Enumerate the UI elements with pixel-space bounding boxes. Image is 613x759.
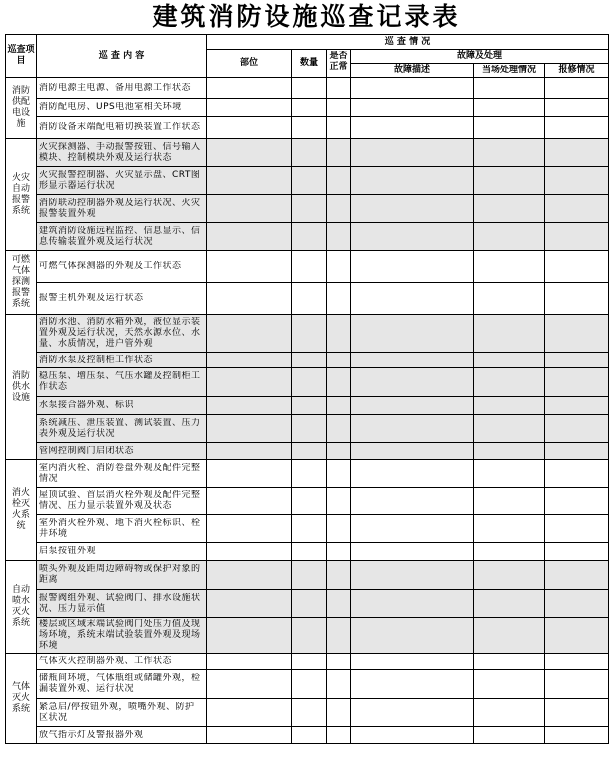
onsite-cell[interactable] <box>474 195 545 223</box>
report-cell[interactable] <box>545 670 609 699</box>
normal-cell[interactable] <box>327 670 351 699</box>
normal-cell[interactable] <box>327 251 351 283</box>
report-cell[interactable] <box>545 251 609 283</box>
onsite-cell[interactable] <box>474 368 545 397</box>
normal-cell[interactable] <box>327 460 351 488</box>
header-quantity: 数量 <box>292 50 327 78</box>
header-fault-group: 故障及处理 <box>351 50 609 64</box>
inspection-item: 储瓶间环境，气体瓶组或储罐外观，检漏装置外观、运行状况 <box>37 670 207 699</box>
inspection-item: 管网控制阀门启闭状态 <box>37 443 207 460</box>
location-cell[interactable] <box>207 283 292 315</box>
normal-cell[interactable] <box>327 590 351 618</box>
fault-desc-cell[interactable] <box>351 460 474 488</box>
onsite-cell[interactable] <box>474 415 545 443</box>
inspection-item: 室内消火栓、消防卷盘外观及配件完整情况 <box>37 460 207 488</box>
normal-cell[interactable] <box>327 727 351 744</box>
fault-desc-cell[interactable] <box>351 727 474 744</box>
fault-desc-cell[interactable] <box>351 167 474 195</box>
fault-desc-cell[interactable] <box>351 415 474 443</box>
report-cell[interactable] <box>545 283 609 315</box>
quantity-cell[interactable] <box>292 415 327 443</box>
location-cell[interactable] <box>207 654 292 670</box>
normal-cell[interactable] <box>327 397 351 415</box>
inspection-item: 消防水泵及控制柜工作状态 <box>37 353 207 368</box>
header-content: 巡 查 内 容 <box>37 35 207 78</box>
fault-desc-cell[interactable] <box>351 618 474 654</box>
quantity-cell[interactable] <box>292 223 327 251</box>
normal-cell[interactable] <box>327 368 351 397</box>
page-title: 建筑消防设施巡查记录表 <box>152 2 461 31</box>
report-cell[interactable] <box>545 618 609 654</box>
report-cell[interactable] <box>545 515 609 543</box>
fault-desc-cell[interactable] <box>351 78 474 99</box>
report-cell[interactable] <box>545 415 609 443</box>
quantity-cell[interactable] <box>292 139 327 167</box>
inspection-item: 屋顶试验、首层消火栓外观及配件完整情况、压力显示装置外观及状态 <box>37 488 207 515</box>
fault-desc-cell[interactable] <box>351 699 474 727</box>
location-cell[interactable] <box>207 618 292 654</box>
inspection-item: 稳压泵、增压泵、气压水罐及控制柜工作状态 <box>37 368 207 397</box>
section-category: 消防供配电设施 <box>6 78 37 139</box>
report-cell[interactable] <box>545 139 609 167</box>
quantity-cell[interactable] <box>292 515 327 543</box>
onsite-cell[interactable] <box>474 460 545 488</box>
onsite-cell[interactable] <box>474 488 545 515</box>
location-cell[interactable] <box>207 443 292 460</box>
onsite-cell[interactable] <box>474 139 545 167</box>
quantity-cell[interactable] <box>292 590 327 618</box>
onsite-cell[interactable] <box>474 561 545 590</box>
inspection-item: 消防联动控制器外观及运行状况、火灾报警装置外观 <box>37 195 207 223</box>
inspection-item: 室外消火栓外观、地下消火栓标识、栓井环境 <box>37 515 207 543</box>
report-cell[interactable] <box>545 488 609 515</box>
onsite-cell[interactable] <box>474 167 545 195</box>
location-cell[interactable] <box>207 99 292 117</box>
quantity-cell[interactable] <box>292 78 327 99</box>
quantity-cell[interactable] <box>292 283 327 315</box>
fault-desc-cell[interactable] <box>351 283 474 315</box>
fault-desc-cell[interactable] <box>351 397 474 415</box>
section-category: 消防供水设施 <box>6 315 37 460</box>
fault-desc-cell[interactable] <box>351 99 474 117</box>
quantity-cell[interactable] <box>292 99 327 117</box>
report-cell[interactable] <box>545 195 609 223</box>
inspection-item: 楼层或区域末端试验阀门处压力值及现场环境，系统末端试验装置外观及现场环境 <box>37 618 207 654</box>
location-cell[interactable] <box>207 167 292 195</box>
normal-cell[interactable] <box>327 78 351 99</box>
normal-cell[interactable] <box>327 515 351 543</box>
report-cell[interactable] <box>545 99 609 117</box>
normal-cell[interactable] <box>327 283 351 315</box>
normal-cell[interactable] <box>327 699 351 727</box>
onsite-cell[interactable] <box>474 283 545 315</box>
quantity-cell[interactable] <box>292 460 327 488</box>
section-category: 自动喷水灭火系统 <box>6 561 37 654</box>
normal-cell[interactable] <box>327 99 351 117</box>
onsite-cell[interactable] <box>474 515 545 543</box>
fault-desc-cell[interactable] <box>351 443 474 460</box>
onsite-cell[interactable] <box>474 223 545 251</box>
location-cell[interactable] <box>207 78 292 99</box>
report-cell[interactable] <box>545 167 609 195</box>
location-cell[interactable] <box>207 727 292 744</box>
inspection-item: 火灾报警控制器、火灾显示盘、CRT图形显示器运行状况 <box>37 167 207 195</box>
quantity-cell[interactable] <box>292 670 327 699</box>
header-onsite: 当场处理情况 <box>474 64 545 78</box>
inspection-item: 消防水池、消防水箱外观，液位显示装置外观及运行状况，天然水源水位、水量、水质情况，进户管外观 <box>37 315 207 353</box>
report-cell[interactable] <box>545 561 609 590</box>
fault-desc-cell[interactable] <box>351 654 474 670</box>
inspection-table <box>5 34 609 744</box>
normal-cell[interactable] <box>327 488 351 515</box>
header-fault-desc: 故障描述 <box>351 64 474 78</box>
normal-cell[interactable] <box>327 223 351 251</box>
normal-cell[interactable] <box>327 415 351 443</box>
onsite-cell[interactable] <box>474 727 545 744</box>
fault-desc-cell[interactable] <box>351 590 474 618</box>
onsite-cell[interactable] <box>474 251 545 283</box>
fault-desc-cell[interactable] <box>351 368 474 397</box>
inspection-item: 紧急启/停按钮外观，喷嘴外观、防护区状况 <box>37 699 207 727</box>
header-location: 部位 <box>207 50 292 78</box>
header-category: 巡查项目 <box>6 35 37 78</box>
location-cell[interactable] <box>207 251 292 283</box>
report-cell[interactable] <box>545 353 609 368</box>
section-category: 可燃气体探测报警系统 <box>6 251 37 315</box>
inspection-item: 可燃气体探测器的外观及工作状态 <box>37 251 207 283</box>
section-category: 消火栓灭火系统 <box>6 460 37 561</box>
section-category: 火灾自动报警系统 <box>6 139 37 251</box>
onsite-cell[interactable] <box>474 117 545 139</box>
fault-desc-cell[interactable] <box>351 139 474 167</box>
report-cell[interactable] <box>545 460 609 488</box>
onsite-cell[interactable] <box>474 670 545 699</box>
location-cell[interactable] <box>207 561 292 590</box>
inspection-item: 消防电源主电源、备用电源工作状态 <box>37 78 207 99</box>
report-cell[interactable] <box>545 590 609 618</box>
location-cell[interactable] <box>207 488 292 515</box>
quantity-cell[interactable] <box>292 251 327 283</box>
onsite-cell[interactable] <box>474 590 545 618</box>
normal-cell[interactable] <box>327 139 351 167</box>
fault-desc-cell[interactable] <box>351 488 474 515</box>
onsite-cell[interactable] <box>474 315 545 353</box>
inspection-item: 消防设备末端配电箱切换装置工作状态 <box>37 117 207 139</box>
fault-desc-cell[interactable] <box>351 117 474 139</box>
quantity-cell[interactable] <box>292 561 327 590</box>
fault-desc-cell[interactable] <box>351 223 474 251</box>
quantity-cell[interactable] <box>292 353 327 368</box>
fault-desc-cell[interactable] <box>351 353 474 368</box>
report-cell[interactable] <box>545 368 609 397</box>
report-cell[interactable] <box>545 727 609 744</box>
report-cell[interactable] <box>545 543 609 561</box>
location-cell[interactable] <box>207 195 292 223</box>
normal-cell[interactable] <box>327 167 351 195</box>
location-cell[interactable] <box>207 368 292 397</box>
location-cell[interactable] <box>207 543 292 561</box>
header-status-group: 巡 查 情 况 <box>207 35 609 50</box>
location-cell[interactable] <box>207 117 292 139</box>
quantity-cell[interactable] <box>292 368 327 397</box>
fault-desc-cell[interactable] <box>351 515 474 543</box>
report-cell[interactable] <box>545 443 609 460</box>
report-cell[interactable] <box>545 315 609 353</box>
header-report: 报修情况 <box>545 64 609 78</box>
quantity-cell[interactable] <box>292 654 327 670</box>
onsite-cell[interactable] <box>474 654 545 670</box>
section-category: 气体灭火系统 <box>6 654 37 744</box>
inspection-item: 水泵接合器外观、标识 <box>37 397 207 415</box>
fault-desc-cell[interactable] <box>351 315 474 353</box>
location-cell[interactable] <box>207 699 292 727</box>
quantity-cell[interactable] <box>292 543 327 561</box>
report-cell[interactable] <box>545 223 609 251</box>
header-normal: 是否正常 <box>327 50 351 78</box>
location-cell[interactable] <box>207 139 292 167</box>
quantity-cell[interactable] <box>292 618 327 654</box>
onsite-cell[interactable] <box>474 78 545 99</box>
fault-desc-cell[interactable] <box>351 561 474 590</box>
location-cell[interactable] <box>207 397 292 415</box>
quantity-cell[interactable] <box>292 397 327 415</box>
inspection-item: 报警主机外观及运行状态 <box>37 283 207 315</box>
location-cell[interactable] <box>207 670 292 699</box>
inspection-item: 报警阀组外观、试验阀门、排水设施状况、压力显示值 <box>37 590 207 618</box>
inspection-item: 建筑消防设施远程监控、信息显示、信息传输装置外观及运行状况 <box>37 223 207 251</box>
location-cell[interactable] <box>207 515 292 543</box>
onsite-cell[interactable] <box>474 99 545 117</box>
report-cell[interactable] <box>545 699 609 727</box>
inspection-item: 喷头外观及距周边障碍物或保护对象的距离 <box>37 561 207 590</box>
normal-cell[interactable] <box>327 443 351 460</box>
onsite-cell[interactable] <box>474 618 545 654</box>
normal-cell[interactable] <box>327 618 351 654</box>
onsite-cell[interactable] <box>474 443 545 460</box>
report-cell[interactable] <box>545 78 609 99</box>
inspection-item: 气体灭火控制器外观、工作状态 <box>37 654 207 670</box>
fault-desc-cell[interactable] <box>351 251 474 283</box>
location-cell[interactable] <box>207 590 292 618</box>
inspection-item: 消防配电房、UPS电池室相关环境 <box>37 99 207 117</box>
quantity-cell[interactable] <box>292 443 327 460</box>
fault-desc-cell[interactable] <box>351 543 474 561</box>
location-cell[interactable] <box>207 223 292 251</box>
normal-cell[interactable] <box>327 353 351 368</box>
quantity-cell[interactable] <box>292 727 327 744</box>
inspection-item: 火灾探测器、手动报警按钮、信号输入模块、控制模块外观及运行状态 <box>37 139 207 167</box>
normal-cell[interactable] <box>327 117 351 139</box>
onsite-cell[interactable] <box>474 353 545 368</box>
location-cell[interactable] <box>207 415 292 443</box>
onsite-cell[interactable] <box>474 397 545 415</box>
onsite-cell[interactable] <box>474 699 545 727</box>
inspection-item: 放气指示灯及警报器外观 <box>37 727 207 744</box>
location-cell[interactable] <box>207 460 292 488</box>
quantity-cell[interactable] <box>292 315 327 353</box>
onsite-cell[interactable] <box>474 543 545 561</box>
fault-desc-cell[interactable] <box>351 670 474 699</box>
location-cell[interactable] <box>207 353 292 368</box>
inspection-item: 启泵按钮外观 <box>37 543 207 561</box>
quantity-cell[interactable] <box>292 488 327 515</box>
normal-cell[interactable] <box>327 561 351 590</box>
normal-cell[interactable] <box>327 195 351 223</box>
location-cell[interactable] <box>207 315 292 353</box>
inspection-item: 系统减压、泄压装置、测试装置、压力表外观及运行状况 <box>37 415 207 443</box>
normal-cell[interactable] <box>327 315 351 353</box>
report-cell[interactable] <box>545 117 609 139</box>
report-cell[interactable] <box>545 397 609 415</box>
quantity-cell[interactable] <box>292 195 327 223</box>
quantity-cell[interactable] <box>292 699 327 727</box>
quantity-cell[interactable] <box>292 167 327 195</box>
normal-cell[interactable] <box>327 654 351 670</box>
fault-desc-cell[interactable] <box>351 195 474 223</box>
normal-cell[interactable] <box>327 543 351 561</box>
quantity-cell[interactable] <box>292 117 327 139</box>
report-cell[interactable] <box>545 654 609 670</box>
